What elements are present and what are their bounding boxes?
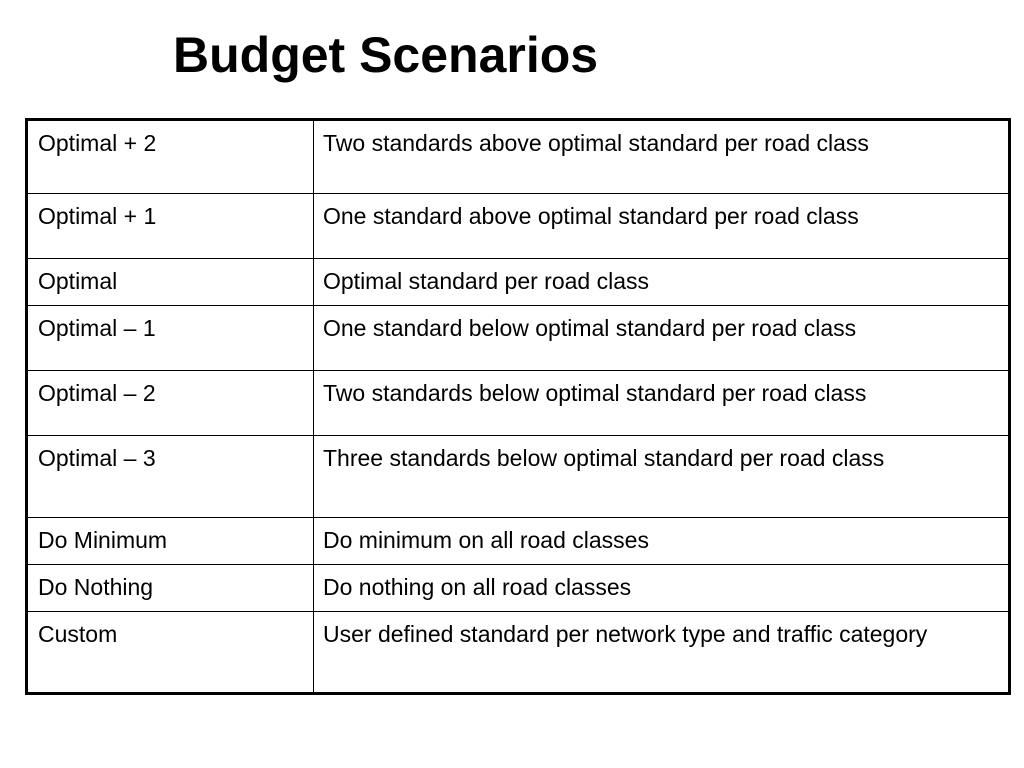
scenario-name-cell: Optimal + 1 (27, 194, 314, 259)
table-row (27, 518, 1010, 565)
scenario-name-cell: Optimal – 3 (27, 436, 314, 518)
scenario-name-cell: Do Minimum (27, 518, 314, 565)
table-row (27, 194, 1010, 259)
scenario-description-cell: One standard below optimal standard per road class (314, 306, 1010, 371)
scenario-name-cell: Optimal – 1 (27, 306, 314, 371)
scenario-description-cell: Do nothing on all road classes (314, 565, 1010, 612)
table-row (27, 371, 1010, 436)
scenario-name-cell: Optimal (27, 259, 314, 306)
scenario-description-cell: Two standards below optimal standard per road class (314, 371, 1010, 436)
scenario-description-cell: Do minimum on all road classes (314, 518, 1010, 565)
table-row (27, 306, 1010, 371)
table-row (27, 612, 1010, 694)
scenario-name-cell: Optimal + 2 (27, 120, 314, 194)
scenario-name-cell: Optimal – 2 (27, 371, 314, 436)
slide-title: Budget Scenarios (173, 27, 599, 83)
scenario-name-cell: Do Nothing (27, 565, 314, 612)
scenario-name-cell: Custom (27, 612, 314, 694)
scenario-description-cell: Three standards below optimal standard per road class (314, 436, 1010, 518)
table-row (27, 565, 1010, 612)
table-row (27, 259, 1010, 306)
scenario-description-cell: User defined standard per network type and traffic category (314, 612, 1010, 694)
table-row (27, 436, 1010, 518)
budget-scenarios-table (25, 118, 1011, 695)
scenario-description-cell: Optimal standard per road class (314, 259, 1010, 306)
table-row (27, 120, 1010, 194)
scenario-description-cell: Two standards above optimal standard per road class (314, 120, 1010, 194)
scenario-description-cell: One standard above optimal standard per road class (314, 194, 1010, 259)
